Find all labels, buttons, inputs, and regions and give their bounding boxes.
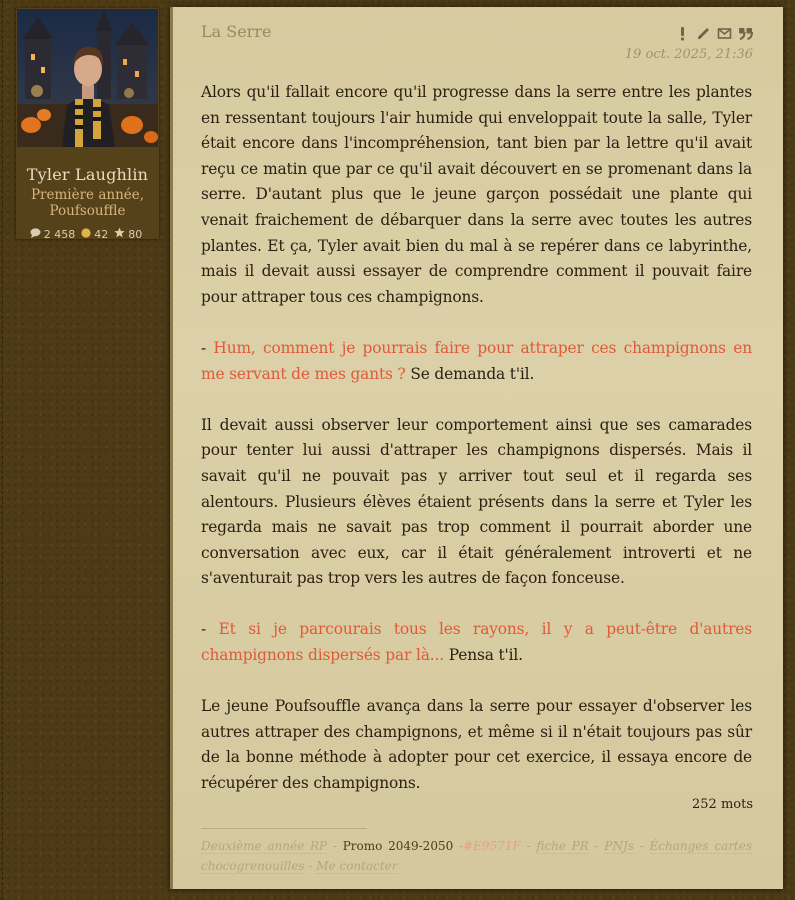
envelope-icon[interactable] <box>717 26 732 41</box>
author-house: Poufsouffle <box>49 203 126 219</box>
signature-contact-link[interactable]: Me contacter <box>316 859 398 873</box>
post-paragraph-5: Le jeune Poufsouffle avança dans la serre pour essayer d'observer les autres attraper des champignons, et même si il n'était toujours pas sûr de la bonne méthode à adopter pour cet exercice, il essaya encore de récupérer des champignons. <box>201 697 752 793</box>
edit-pencil-icon[interactable] <box>696 26 711 41</box>
coin-icon <box>81 228 91 241</box>
author-rank <box>16 187 159 219</box>
messages-count: 2 458 <box>43 227 76 241</box>
signature-separator: - <box>327 839 343 853</box>
avatar-illustration <box>17 9 158 147</box>
signature-separator: - <box>633 839 650 853</box>
post-paragraph-4 <box>201 617 752 668</box>
post-paragraph-3: Il devait aussi observer leur comportement ainsi que ses camarades pour tenter lui aussi d'attraper les champignons dispersés. Mais il savait qu'il ne pouvait pas y arriver tout seul et il regarda ses alentours. Plusieurs élèves étaient présents dans la serre et Tyler les regarda mais ne savait pas trop comment il pourrait aborder une conversation avec eux, car il était généralement introverti et ne s'aventurait pas trop vers les autres de façon fonceuse. <box>201 415 752 588</box>
stars-count: 80 <box>128 227 143 241</box>
post-body <box>201 80 752 797</box>
signature-fiche-link[interactable]: fiche PR <box>536 839 589 853</box>
avatar[interactable] <box>17 9 158 147</box>
signature-divider <box>201 828 367 829</box>
dialogue-tail: Se demanda t'il. <box>405 364 535 383</box>
quote-icon[interactable] <box>738 26 753 41</box>
signature-separator: - <box>453 839 464 853</box>
speech-bubble-icon <box>30 228 41 241</box>
star-icon <box>114 227 125 241</box>
signature-year-link[interactable]: Deuxième année RP <box>201 839 328 853</box>
dialogue-speech: Hum, comment je pourrais faire pour attraper ces champignons en me servant de mes gants ? <box>201 338 752 383</box>
forum-post <box>170 7 783 889</box>
signature-separator: - <box>588 839 605 853</box>
points-count: 42 <box>94 227 109 241</box>
post-actions <box>675 26 753 41</box>
signature-color-code: #E9571F <box>463 839 521 853</box>
author-rank-line1: Première année, <box>30 187 145 203</box>
author-stats <box>16 227 159 241</box>
report-icon[interactable] <box>675 26 690 41</box>
dialogue-dash: - <box>201 620 219 639</box>
signature-echanges-link[interactable]: Échanges cartes chocogrenouilles <box>201 839 753 873</box>
signature-separator: - <box>520 839 537 853</box>
signature-separator: - <box>304 859 317 873</box>
post-paragraph-1: Alors qu'il fallait encore qu'il progresse dans la serre entre les plantes en ressentant toujours l'air humide qui enveloppait toute la salle, Tyler était encore dans l'incompréhension, tant bien par la lettre qu'il avait reçu ce matin que par ce qu'il avait découvert en se promenant dans la serre. D'autant plus que le jeune garçon possédait une plante qui venait fraichement de débarquer dans la serre avec toutes les autres plantes. Et ça, Tyler avait bien du mal à se repérer dans ce labyrinthe, mais il devait aussi essayer de comprendre comment il pouvait faire pour attraper tous ces champignons. <box>201 83 752 306</box>
post-timestamp: 19 oct. 2025, 21:36 <box>624 47 753 62</box>
post-paragraph-2 <box>201 336 752 387</box>
dialogue-tail: Pensa t'il. <box>444 646 523 665</box>
dialogue-speech: Et si je parcourais tous les rayons, il y a peut-être d'autres champignons dispersés par là... <box>201 620 752 665</box>
signature <box>201 836 752 876</box>
author-profile-card <box>16 8 159 239</box>
signature-pnjs-link[interactable]: PNJs <box>604 839 634 853</box>
left-stitch-border <box>2 0 4 900</box>
signature-promo: Promo 2049-2050 <box>342 839 454 853</box>
word-count: 252 mots <box>692 797 753 812</box>
author-name[interactable]: Tyler Laughlin <box>26 165 149 184</box>
post-title[interactable]: La Serre <box>201 22 272 41</box>
dialogue-dash: - <box>201 338 214 357</box>
